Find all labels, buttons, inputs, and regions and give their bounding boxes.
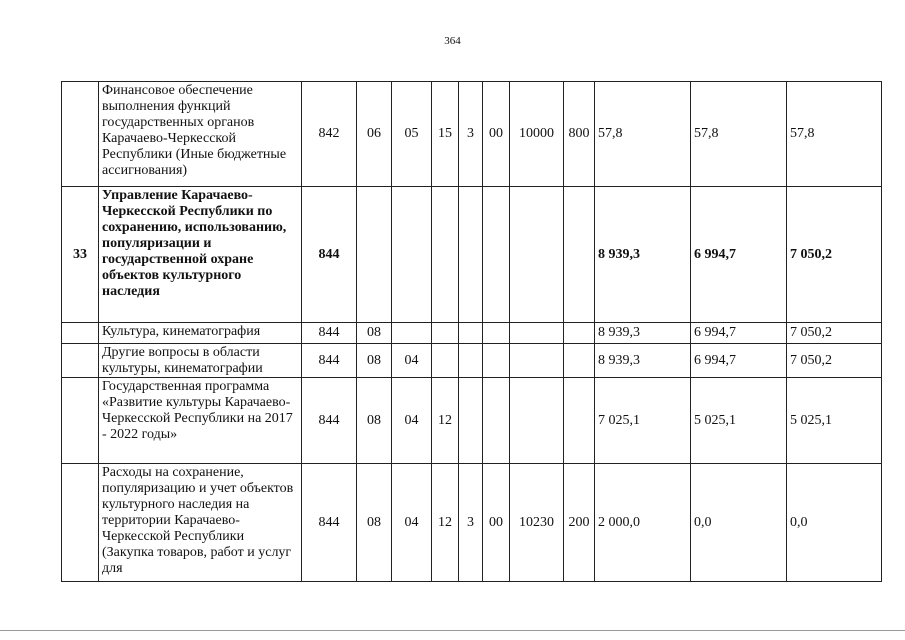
- subsection-code: 04: [392, 464, 432, 582]
- program-code: [432, 323, 459, 344]
- row-name: Управление Карачаево-Черкесской Республики по сохранению, использованию, популяризации и государственной охране объектов культурного наследия: [99, 187, 302, 323]
- event-code: [483, 378, 510, 464]
- section-code: 08: [357, 344, 392, 378]
- ministry-code: 844: [302, 378, 357, 464]
- ministry-code: 844: [302, 464, 357, 582]
- amount-year-2: 6 994,7: [691, 187, 787, 323]
- amount-year-2: 0,0: [691, 464, 787, 582]
- row-name: Финансовое обеспечение выполнения функций государственных органов Карачаево-Черкесской Республики (Иные бюджетные ассигнования): [99, 82, 302, 187]
- expense-type-code: 800: [564, 82, 595, 187]
- row-name: Культура, кинематография: [99, 323, 302, 344]
- amount-year-1: 8 939,3: [595, 323, 691, 344]
- program-code: 12: [432, 464, 459, 582]
- section-code: 08: [357, 378, 392, 464]
- expense-type-code: [564, 323, 595, 344]
- amount-year-1: 7 025,1: [595, 378, 691, 464]
- subprogram-code: 3: [459, 82, 483, 187]
- table-row: [62, 378, 882, 464]
- expense-type-code: [564, 378, 595, 464]
- amount-year-3: 7 050,2: [787, 323, 882, 344]
- subprogram-code: 3: [459, 464, 483, 582]
- amount-year-2: 6 994,7: [691, 323, 787, 344]
- scan-artifact-line: [0, 630, 905, 631]
- section-code: 08: [357, 464, 392, 582]
- amount-year-3: 57,8: [787, 82, 882, 187]
- event-code: [483, 344, 510, 378]
- page-number: 364: [444, 35, 461, 47]
- row-name: Другие вопросы в области культуры, кинематографии: [99, 344, 302, 378]
- subsection-code: 04: [392, 344, 432, 378]
- subsection-code: [392, 323, 432, 344]
- budget-table: [61, 81, 882, 582]
- subprogram-code: [459, 187, 483, 323]
- ministry-code: 844: [302, 344, 357, 378]
- program-code: 15: [432, 82, 459, 187]
- event-code: [483, 187, 510, 323]
- direction-code: [510, 344, 564, 378]
- table-row: [62, 82, 882, 187]
- row-index: [62, 378, 99, 464]
- expense-type-code: 200: [564, 464, 595, 582]
- table-row: [62, 323, 882, 344]
- row-name: Расходы на сохранение, популяризацию и учет объектов культурного наследия на территории Карачаево-Черкесской Республики (Закупка товаров, работ и услуг для: [99, 464, 302, 582]
- expense-type-code: [564, 344, 595, 378]
- subprogram-code: [459, 323, 483, 344]
- amount-year-3: 0,0: [787, 464, 882, 582]
- direction-code: 10000: [510, 82, 564, 187]
- subsection-code: [392, 187, 432, 323]
- program-code: 12: [432, 378, 459, 464]
- row-index: [62, 464, 99, 582]
- event-code: 00: [483, 464, 510, 582]
- table-row: [62, 187, 882, 323]
- amount-year-2: 6 994,7: [691, 344, 787, 378]
- row-index: 33: [62, 187, 99, 323]
- event-code: [483, 323, 510, 344]
- amount-year-3: 7 050,2: [787, 187, 882, 323]
- section-code: 06: [357, 82, 392, 187]
- ministry-code: 842: [302, 82, 357, 187]
- row-index: [62, 82, 99, 187]
- program-code: [432, 344, 459, 378]
- direction-code: 10230: [510, 464, 564, 582]
- row-index: [62, 344, 99, 378]
- subsection-code: 04: [392, 378, 432, 464]
- amount-year-1: 2 000,0: [595, 464, 691, 582]
- row-name: Государственная программа «Развитие культуры Карачаево-Черкесской Республики на 2017 - 2022 годы»: [99, 378, 302, 464]
- table-row: [62, 464, 882, 582]
- amount-year-3: 7 050,2: [787, 344, 882, 378]
- section-code: [357, 187, 392, 323]
- program-code: [432, 187, 459, 323]
- subprogram-code: [459, 378, 483, 464]
- table-body: [62, 82, 882, 582]
- row-index: [62, 323, 99, 344]
- event-code: 00: [483, 82, 510, 187]
- amount-year-1: 57,8: [595, 82, 691, 187]
- ministry-code: 844: [302, 323, 357, 344]
- section-code: 08: [357, 323, 392, 344]
- table-row: [62, 344, 882, 378]
- amount-year-3: 5 025,1: [787, 378, 882, 464]
- amount-year-1: 8 939,3: [595, 187, 691, 323]
- direction-code: [510, 378, 564, 464]
- direction-code: [510, 187, 564, 323]
- subprogram-code: [459, 344, 483, 378]
- subsection-code: 05: [392, 82, 432, 187]
- amount-year-1: 8 939,3: [595, 344, 691, 378]
- ministry-code: 844: [302, 187, 357, 323]
- amount-year-2: 57,8: [691, 82, 787, 187]
- direction-code: [510, 323, 564, 344]
- amount-year-2: 5 025,1: [691, 378, 787, 464]
- expense-type-code: [564, 187, 595, 323]
